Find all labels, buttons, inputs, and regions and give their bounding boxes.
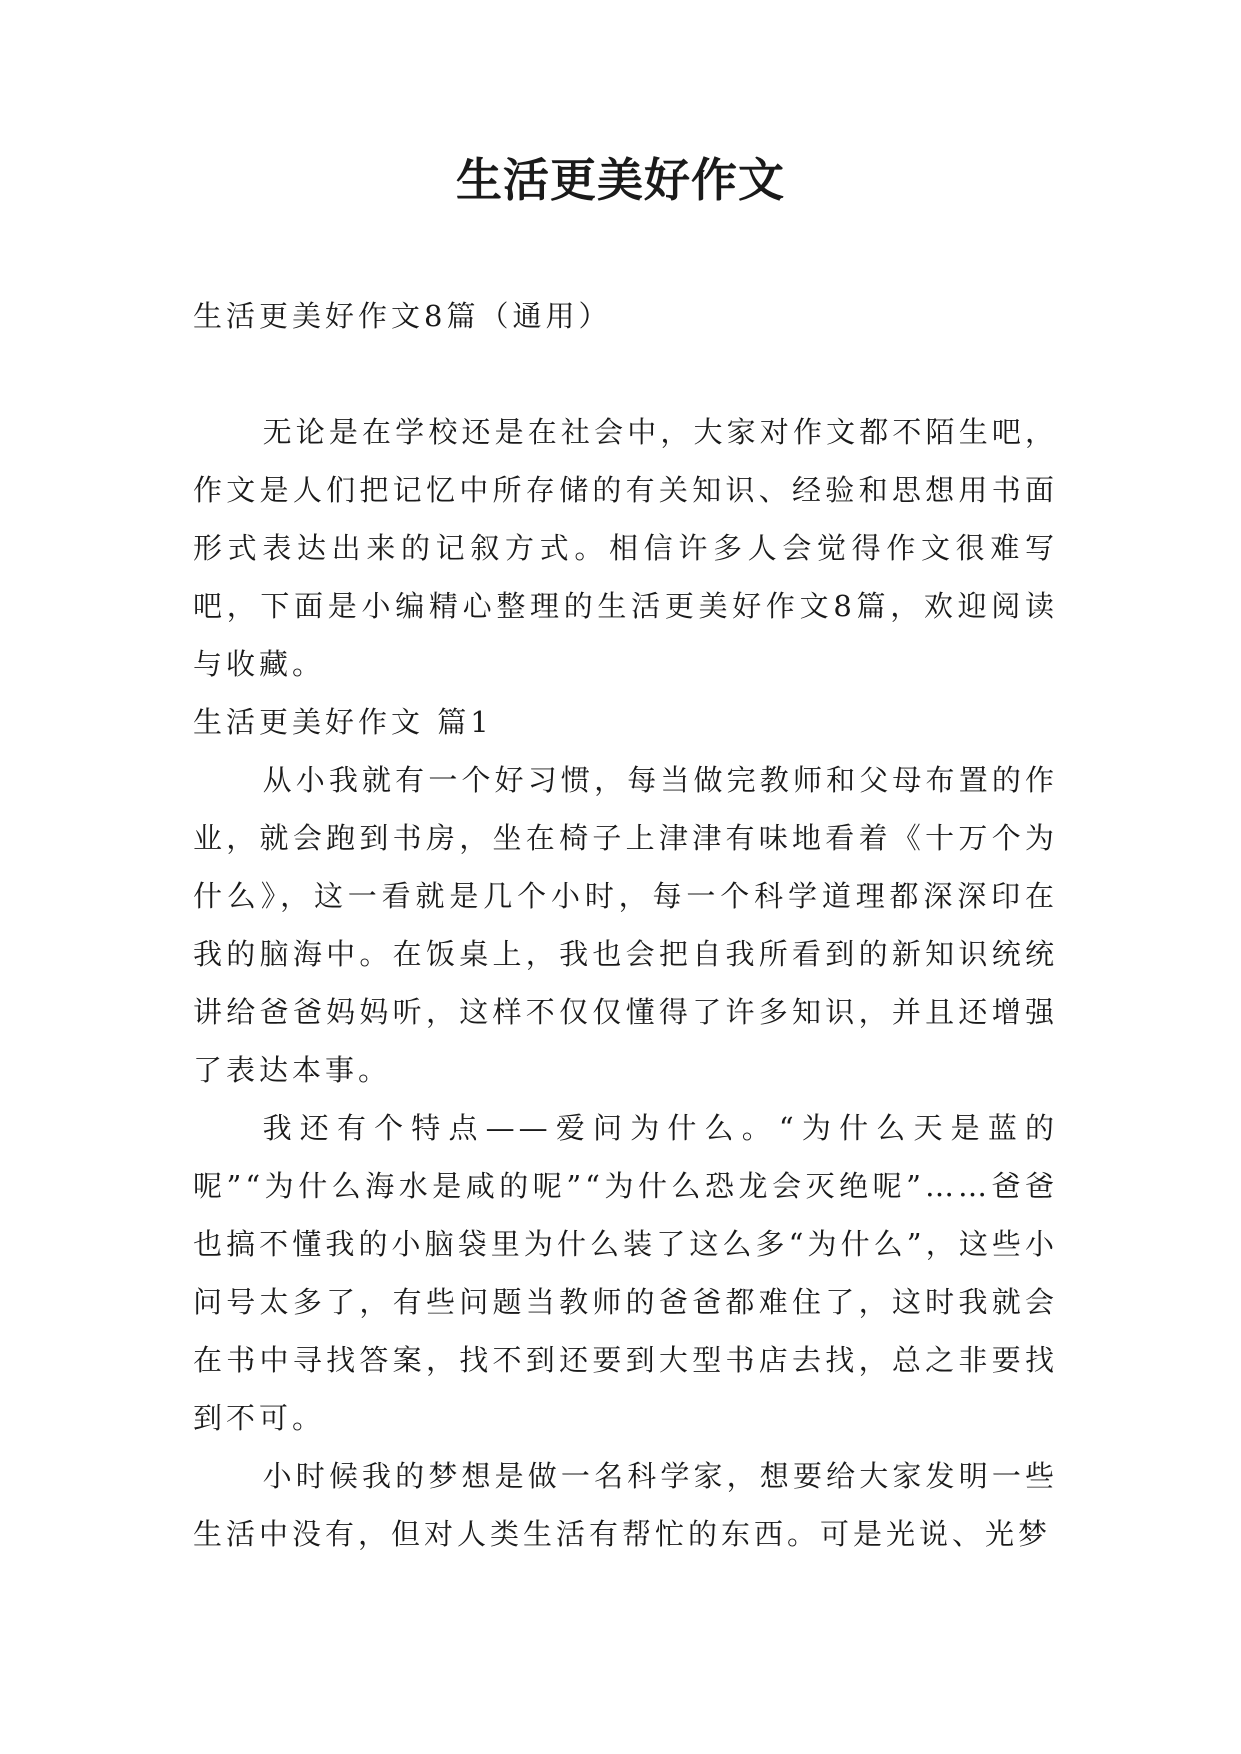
body-paragraph: 我还有个特点——爱问为什么。“为什么天是蓝的呢”“为什么海水是咸的呢”“为什么恐龙会灭绝呢”……爸爸也搞不懂我的小脑袋里为什么装了这么多“为什么”，这些小问号太多了，有些问题当教师的爸爸都难住了，这时我就会在书中寻找答案，找不到还要到大型书店去找，总之非要找到不可。 [193, 1111, 1058, 1435]
body-paragraph: 从小我就有一个好习惯，每当做完教师和父母布置的作业，就会跑到书房，坐在椅子上津津有味地看着《十万个为什么》，这一看就是几个小时，每一个科学道理都深深印在我的脑海中。在饭桌上，我也会把自我所看到的新知识统统讲给爸爸妈妈听，这样不仅仅懂得了许多知识，并且还增强了表达本事。 [193, 763, 1058, 1087]
document-subtitle: 生活更美好作文8篇（通用） [193, 299, 612, 333]
document-title: 生活更美好作文 [456, 153, 785, 207]
intro-paragraph: 无论是在学校还是在社会中，大家对作文都不陌生吧，作文是人们把记忆中所存储的有关知识、经验和思想用书面形式表达出来的记叙方式。相信许多人会觉得作文很难写吧，下面是小编精心整理的生活更美好作文8篇，欢迎阅读与收藏。 [193, 415, 1058, 681]
section-heading: 生活更美好作文 篇1 [193, 705, 493, 739]
body-paragraph: 小时候我的梦想是做一名科学家，想要给大家发明一些生活中没有，但对人类生活有帮忙的东西。可是光说、光梦 [193, 1459, 1058, 1551]
document-body [193, 403, 1058, 1563]
